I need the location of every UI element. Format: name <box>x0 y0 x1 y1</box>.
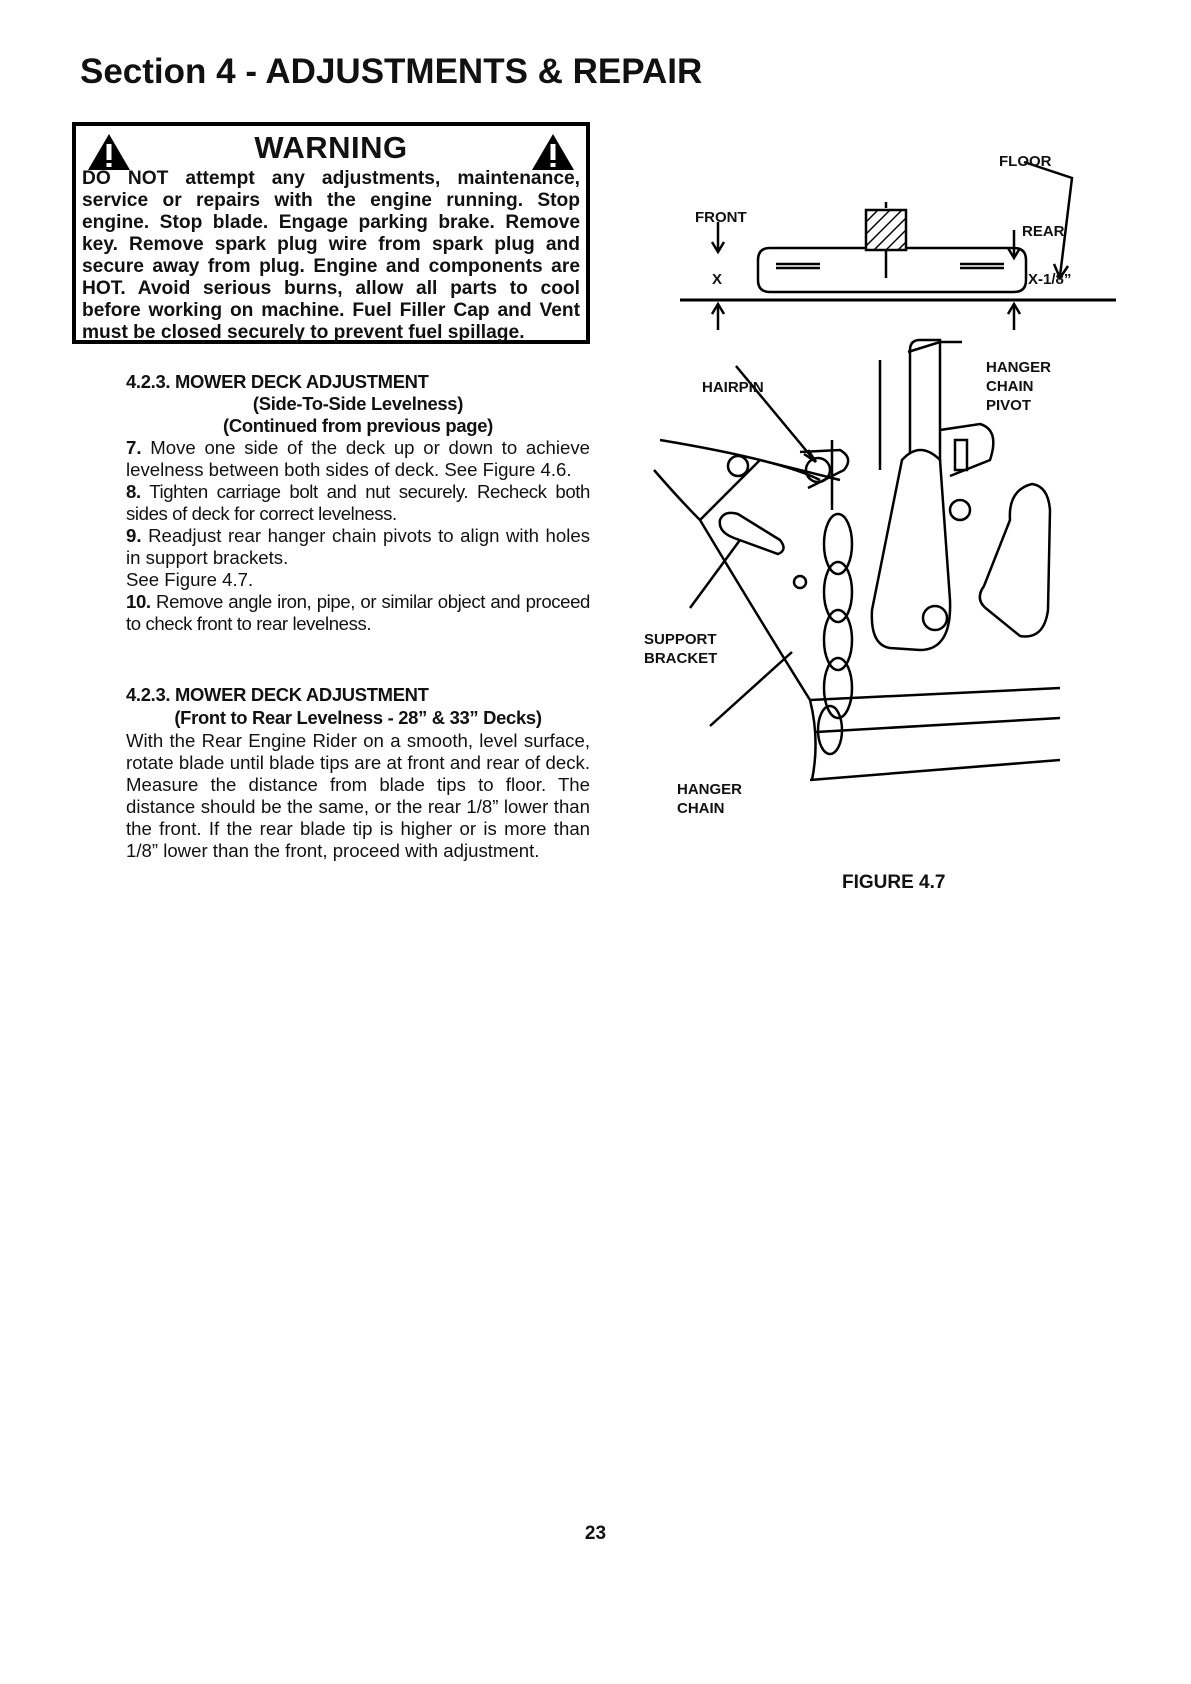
step-number: 8. <box>126 481 141 502</box>
warning-text: DO NOT attempt any adjustments, maintenance, service or repairs with the engine running. Stop engine. Stop blade. Engage parking brake. Remove key. Remove spark plug wire from spark plug and secure away from plug. Engine and components are HOT. Avoid serious burns, allow all parts to cool before working on machine. Fuel Filler Cap and Vent must be closed securely to prevent fuel spillage. <box>82 168 580 343</box>
page-title: Section 4 - ADJUSTMENTS & REPAIR <box>80 52 703 91</box>
step-number: 9. <box>126 525 142 546</box>
label-line: BRACKET <box>644 650 718 667</box>
label-support-bracket <box>644 630 717 668</box>
figure-caption: FIGURE 4.7 <box>842 872 946 893</box>
step-text: Remove angle iron, pipe, or similar object and proceed to check front to rear levelness. <box>126 591 590 634</box>
label-x: X <box>712 271 723 288</box>
label-hanger-chain-pivot <box>986 358 1051 415</box>
figure-illustration <box>640 140 1120 880</box>
section-side-to-side <box>126 371 590 635</box>
label-front: FRONT <box>695 209 747 226</box>
step-item <box>126 525 590 569</box>
step-text: Tighten carriage bolt and nut securely. Recheck both sides of deck for correct levelness. <box>126 481 590 524</box>
step-item <box>126 481 590 525</box>
section-body: With the Rear Engine Rider on a smooth, level surface, rotate blade until blade tips are at front and rear of deck. Measure the distance from blade tips to floor. The distance should be the same, or the rear 1/8” lower than the front. If the rear blade tip is higher or is more than 1/8” lower than the front, proceed with adjustment. <box>126 730 590 861</box>
step-item <box>126 591 590 635</box>
step-item <box>126 437 590 481</box>
step-number: 10. <box>126 591 151 612</box>
step-item <box>126 569 590 591</box>
label-line: HANGER <box>986 359 1052 376</box>
label-line: CHAIN <box>677 800 725 817</box>
section-subheading: (Front to Rear Levelness - 28” & 33” Decks) <box>174 707 542 728</box>
figure-4-7 <box>640 140 1120 880</box>
label-line: CHAIN <box>986 378 1034 395</box>
section-front-to-rear <box>126 684 590 862</box>
step-number: 7. <box>126 437 142 458</box>
warning-triangle-icon <box>530 132 576 172</box>
step-text: Readjust rear hanger chain pivots to align with holes in support brackets. <box>126 525 590 568</box>
section-subheading: (Side-To-Side Levelness) <box>252 393 464 414</box>
section-heading: 4.2.3. MOWER DECK ADJUSTMENT <box>126 371 429 392</box>
section-heading: 4.2.3. MOWER DECK ADJUSTMENT <box>126 684 429 705</box>
step-text: Move one side of the deck up or down to achieve levelness between both sides of deck. See Figure 4.6. <box>126 437 590 480</box>
label-line: HANGER <box>677 781 743 798</box>
page-number: 23 <box>584 1523 607 1544</box>
step-text: See Figure 4.7. <box>126 569 254 590</box>
label-line: PIVOT <box>986 397 1032 414</box>
section-subheading: (Continued from previous page) <box>223 415 493 436</box>
label-floor: FLOOR <box>999 153 1052 170</box>
label-x-minus-eighth: X-1/8” <box>1028 271 1072 288</box>
label-hanger-chain <box>677 780 742 818</box>
label-rear: REAR <box>1022 223 1065 240</box>
label-line: SUPPORT <box>644 631 717 648</box>
warning-box <box>72 122 590 344</box>
warning-title: WARNING <box>254 130 408 165</box>
label-hairpin: HAIRPIN <box>702 379 764 396</box>
